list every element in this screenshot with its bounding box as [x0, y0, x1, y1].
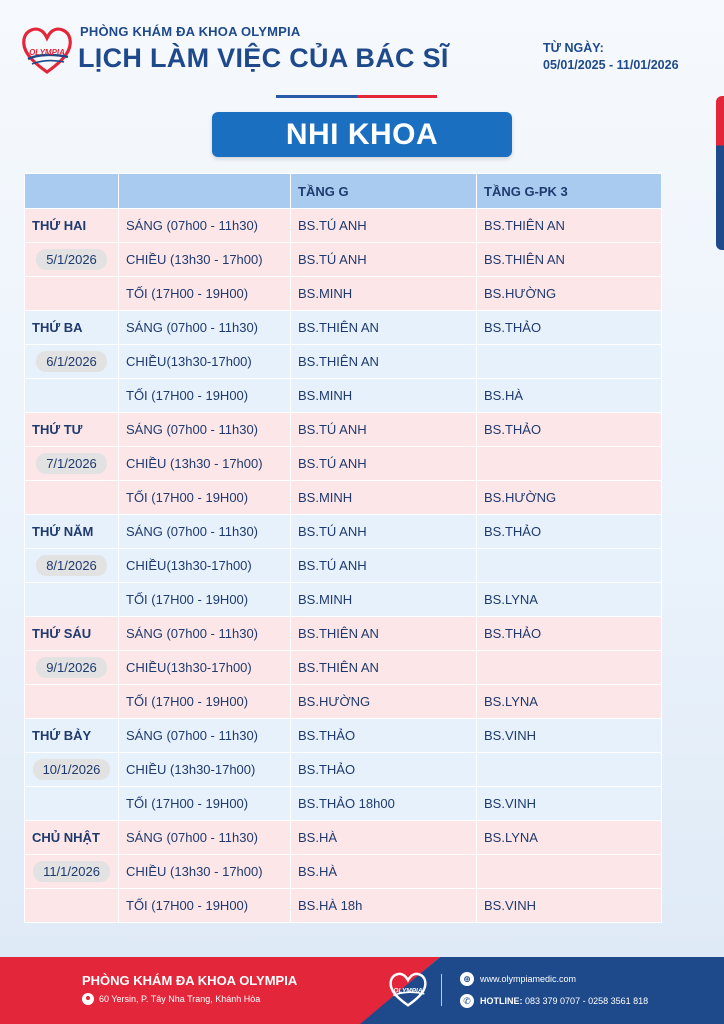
- tang-g-cell: BS.MINH: [291, 379, 477, 413]
- logo-text: OLYMPIA: [29, 48, 65, 57]
- footer-website[interactable]: [460, 972, 576, 986]
- shift-cell: CHIỀU(13h30-17h00): [119, 651, 291, 685]
- shift-cell: TỐI (17H00 - 19H00): [119, 787, 291, 821]
- title-divider: [276, 95, 437, 98]
- tang-g-pk3-cell: BS.THẢO: [477, 413, 662, 447]
- tang-g-pk3-cell: BS.THẢO: [477, 617, 662, 651]
- shift-cell: SÁNG (07h00 - 11h30): [119, 719, 291, 753]
- tang-g-cell: BS.THẢO: [291, 753, 477, 787]
- shift-cell: TỐI (17H00 - 19H00): [119, 379, 291, 413]
- tang-g-cell: BS.MINH: [291, 277, 477, 311]
- shift-cell: TỐI (17H00 - 19H00): [119, 583, 291, 617]
- table-row: [25, 311, 662, 345]
- tang-g-cell: BS.HƯỜNG: [291, 685, 477, 719]
- tang-g-pk3-cell: [477, 651, 662, 685]
- olympia-heart-logo: [20, 24, 74, 76]
- tang-g-pk3-cell: BS.HÀ: [477, 379, 662, 413]
- hotline-label: HOTLINE:: [480, 996, 523, 1006]
- shift-cell: SÁNG (07h00 - 11h30): [119, 413, 291, 447]
- hotline-numbers: 083 379 0707 - 0258 3561 818: [525, 996, 649, 1006]
- table-row: [25, 651, 662, 685]
- shift-cell: TỐI (17H00 - 19H00): [119, 685, 291, 719]
- date-pill: 10/1/2026: [33, 759, 111, 780]
- footer-logo-text: OLYMPIA: [393, 987, 423, 995]
- header-tang-g-pk3: TẦNG G-PK 3: [477, 174, 662, 209]
- empty-day-cell: [25, 583, 119, 617]
- tang-g-cell: BS.THIÊN AN: [291, 345, 477, 379]
- table-row: [25, 481, 662, 515]
- day-name-cell: CHỦ NHẬT: [25, 821, 119, 855]
- tang-g-pk3-cell: [477, 855, 662, 889]
- side-accent-bar: [716, 96, 724, 250]
- tang-g-cell: BS.THẢO 18h00: [291, 787, 477, 821]
- tang-g-cell: BS.TÚ ANH: [291, 413, 477, 447]
- tang-g-cell: BS.TÚ ANH: [291, 447, 477, 481]
- empty-day-cell: [25, 481, 119, 515]
- date-pill: 5/1/2026: [36, 249, 107, 270]
- day-date-cell: [25, 447, 119, 481]
- day-date-cell: [25, 243, 119, 277]
- schedule-table: [24, 173, 662, 923]
- footer-website-text[interactable]: www.olympiamedic.com: [480, 974, 577, 984]
- tang-g-cell: BS.HÀ: [291, 821, 477, 855]
- tang-g-cell: BS.TÚ ANH: [291, 515, 477, 549]
- day-date-cell: [25, 753, 119, 787]
- table-row: [25, 719, 662, 753]
- shift-cell: SÁNG (07h00 - 11h30): [119, 209, 291, 243]
- table-row: [25, 549, 662, 583]
- page-footer: [0, 957, 724, 1024]
- day-name-cell: THỨ BA: [25, 311, 119, 345]
- table-row: [25, 447, 662, 481]
- date-pill: 8/1/2026: [36, 555, 107, 576]
- shift-cell: CHIỀU (13h30 - 17h00): [119, 855, 291, 889]
- shift-cell: CHIỀU (13h30 - 17h00): [119, 243, 291, 277]
- shift-cell: CHIỀU(13h30-17h00): [119, 549, 291, 583]
- table-row: [25, 379, 662, 413]
- table-row: [25, 277, 662, 311]
- tang-g-pk3-cell: BS.VINH: [477, 787, 662, 821]
- header-day-col: [25, 174, 119, 209]
- tang-g-pk3-cell: BS.THIÊN AN: [477, 209, 662, 243]
- table-row: [25, 243, 662, 277]
- table-row: [25, 821, 662, 855]
- table-row: [25, 617, 662, 651]
- tang-g-pk3-cell: BS.HƯỜNG: [477, 277, 662, 311]
- date-pill: 7/1/2026: [36, 453, 107, 474]
- schedule-body: [25, 209, 662, 923]
- tang-g-cell: BS.TÚ ANH: [291, 243, 477, 277]
- table-row: [25, 889, 662, 923]
- tang-g-cell: BS.THIÊN AN: [291, 311, 477, 345]
- shift-cell: TỐI (17H00 - 19H00): [119, 481, 291, 515]
- tang-g-pk3-cell: [477, 549, 662, 583]
- tang-g-pk3-cell: [477, 345, 662, 379]
- table-row: [25, 855, 662, 889]
- header-shift-col: [119, 174, 291, 209]
- tang-g-cell: BS.THẢO: [291, 719, 477, 753]
- tang-g-pk3-cell: BS.LYNA: [477, 685, 662, 719]
- day-date-cell: [25, 651, 119, 685]
- empty-day-cell: [25, 685, 119, 719]
- empty-day-cell: [25, 379, 119, 413]
- footer-clinic-name: PHÒNG KHÁM ĐA KHOA OLYMPIA: [82, 973, 298, 988]
- tang-g-cell: BS.MINH: [291, 481, 477, 515]
- tang-g-pk3-cell: [477, 753, 662, 787]
- shift-cell: TỐI (17H00 - 19H00): [119, 889, 291, 923]
- day-name-cell: THỨ BẢY: [25, 719, 119, 753]
- table-row: [25, 345, 662, 379]
- header-tang-g: TẦNG G: [291, 174, 477, 209]
- tang-g-pk3-cell: BS.THẢO: [477, 515, 662, 549]
- day-date-cell: [25, 345, 119, 379]
- table-row: [25, 583, 662, 617]
- page-title: LỊCH LÀM VIỆC CỦA BÁC SĨ: [78, 43, 449, 73]
- page-header: [0, 0, 724, 110]
- day-date-cell: [25, 549, 119, 583]
- table-row: [25, 209, 662, 243]
- clinic-name: PHÒNG KHÁM ĐA KHOA OLYMPIA: [80, 24, 301, 39]
- tang-g-cell: BS.HÀ 18h: [291, 889, 477, 923]
- table-row: [25, 685, 662, 719]
- date-pill: 11/1/2026: [33, 861, 110, 882]
- empty-day-cell: [25, 277, 119, 311]
- tang-g-pk3-cell: BS.HƯỜNG: [477, 481, 662, 515]
- tang-g-cell: BS.TÚ ANH: [291, 549, 477, 583]
- date-range: 05/01/2025 - 11/01/2026: [543, 58, 679, 72]
- day-date-cell: [25, 855, 119, 889]
- empty-day-cell: [25, 787, 119, 821]
- tang-g-cell: BS.HÀ: [291, 855, 477, 889]
- phone-icon: ✆: [460, 994, 474, 1008]
- globe-icon: ⊕: [460, 972, 474, 986]
- table-row: [25, 753, 662, 787]
- tang-g-pk3-cell: BS.THẢO: [477, 311, 662, 345]
- tang-g-pk3-cell: BS.VINH: [477, 719, 662, 753]
- day-name-cell: THỨ HAI: [25, 209, 119, 243]
- shift-cell: SÁNG (07h00 - 11h30): [119, 617, 291, 651]
- table-header-row: [25, 174, 662, 209]
- shift-cell: SÁNG (07h00 - 11h30): [119, 821, 291, 855]
- table-row: [25, 413, 662, 447]
- shift-cell: CHIỀU(13h30-17h00): [119, 345, 291, 379]
- department-banner: NHI KHOA: [212, 112, 512, 157]
- footer-address-text: 60 Yersin, P. Tây Nha Trang, Khánh Hòa: [99, 994, 261, 1004]
- shift-cell: SÁNG (07h00 - 11h30): [119, 515, 291, 549]
- tang-g-pk3-cell: BS.THIÊN AN: [477, 243, 662, 277]
- location-pin-icon: [82, 993, 94, 1005]
- shift-cell: TỐI (17H00 - 19H00): [119, 277, 291, 311]
- tang-g-cell: BS.THIÊN AN: [291, 651, 477, 685]
- day-name-cell: THỨ SÁU: [25, 617, 119, 651]
- date-pill: 6/1/2026: [36, 351, 107, 372]
- tang-g-pk3-cell: BS.LYNA: [477, 583, 662, 617]
- tang-g-cell: BS.MINH: [291, 583, 477, 617]
- tang-g-pk3-cell: BS.LYNA: [477, 821, 662, 855]
- day-name-cell: THỨ NĂM: [25, 515, 119, 549]
- tang-g-pk3-cell: BS.VINH: [477, 889, 662, 923]
- shift-cell: CHIỀU (13h30 - 17h00): [119, 447, 291, 481]
- footer-logo-icon: [386, 967, 430, 1011]
- shift-cell: CHIỀU (13h30-17h00): [119, 753, 291, 787]
- tang-g-pk3-cell: [477, 447, 662, 481]
- empty-day-cell: [25, 889, 119, 923]
- tang-g-cell: BS.THIÊN AN: [291, 617, 477, 651]
- tang-g-cell: BS.TÚ ANH: [291, 209, 477, 243]
- footer-address: [82, 993, 260, 1005]
- shift-cell: SÁNG (07h00 - 11h30): [119, 311, 291, 345]
- footer-separator: [441, 974, 442, 1006]
- day-name-cell: THỨ TƯ: [25, 413, 119, 447]
- table-row: [25, 787, 662, 821]
- footer-hotline: [460, 994, 648, 1008]
- date-label: TỪ NGÀY:: [543, 41, 604, 55]
- date-pill: 9/1/2026: [36, 657, 107, 678]
- table-row: [25, 515, 662, 549]
